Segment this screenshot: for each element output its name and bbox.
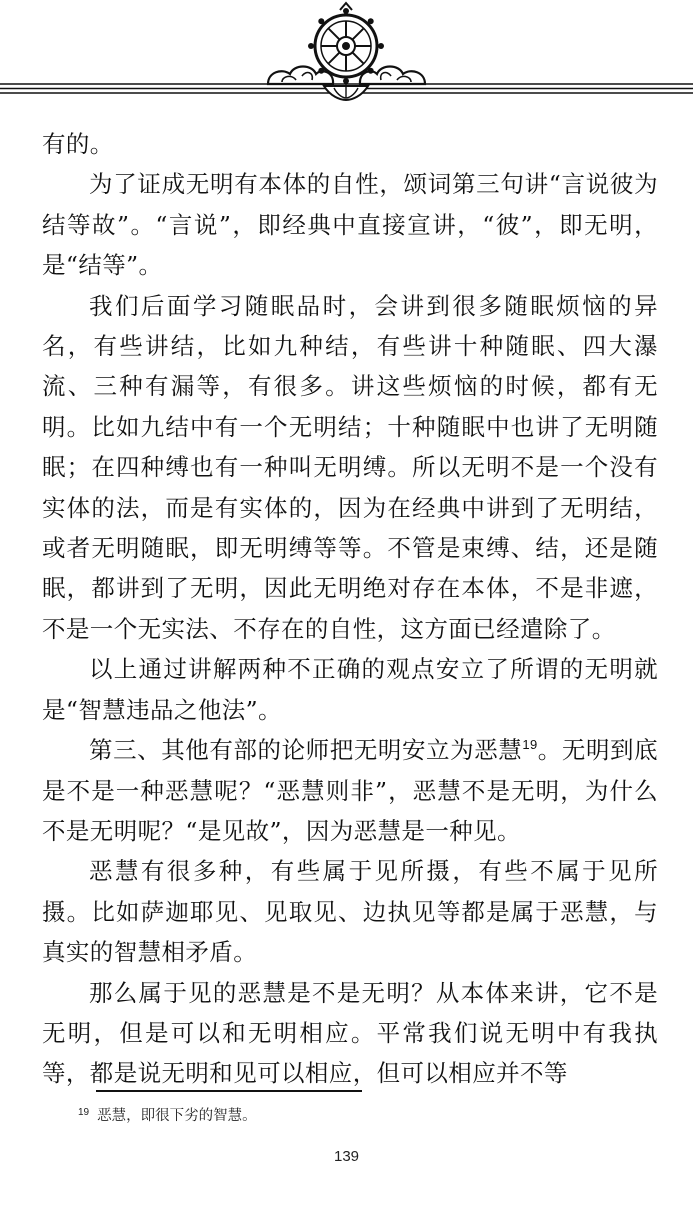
paragraph <box>42 730 658 851</box>
paragraph: 那么属于见的恶慧是不是无明？从本体来讲，它不是无明，但是可以和无明相应。平常我们说无明中有我执等，都是说无明和见可以相应，但可以相应并不等 <box>42 978 658 1088</box>
footnote-number: 19 <box>78 1107 90 1118</box>
footnote <box>78 1104 257 1125</box>
paragraph: 以上通过讲解两种不正确的观点安立了所谓的无明就是“智慧违品之他法”。 <box>42 655 658 724</box>
header-ornament <box>0 0 693 110</box>
footnote-reference[interactable]: 19 <box>522 737 538 753</box>
dharma-wheel-icon <box>308 3 384 84</box>
paragraph-text: 。无明到底是不是一种恶慧呢？“恶慧则非”，恶慧不是无明，为什么不是无明呢？“是见故”，因为恶慧是一种见。 <box>42 736 659 845</box>
footnote-separator <box>96 1090 362 1092</box>
footnote-text: 恶慧，即很下劣的智慧。 <box>97 1108 257 1124</box>
paragraph: 我们后面学习随眠品时，会讲到很多随眠烦恼的异名，有些讲结，比如九种结，有些讲十种随眠、四大瀑流、三种有漏等，有很多。讲这些烦恼的时候，都有无明。比如九结中有一个无明结；十种随眠中也讲了无明随眠；在四种缚也有一种叫无明缚。所以无明不是一个没有实体的法，而是有实体的，因为在经典中讲到了无明结，或者无明随眠，即无明缚等等。不管是束缚、结，还是随眠，都讲到了无明，因此无明绝对存在本体，不是非遮，不是一个无实法、不存在的自性，这方面已经遣除了。 <box>42 291 658 643</box>
paragraph: 恶慧有很多种，有些属于见所摄，有些不属于见所摄。比如萨迦耶见、见取见、边执见等都是属于恶慧，与真实的智慧相矛盾。 <box>42 857 658 967</box>
paragraph-text: 第三、其他有部的论师把无明安立为恶慧 <box>89 736 523 765</box>
body-text <box>42 124 658 1094</box>
paragraph: 有的。 <box>42 130 114 158</box>
paragraph: 为了证成无明有本体的自性，颂词第三句讲“言说彼为结等故”。“言说”，即经典中直接宣讲，“彼”，即无明，是“结等”。 <box>42 170 658 280</box>
page-number: 139 <box>333 1148 360 1165</box>
